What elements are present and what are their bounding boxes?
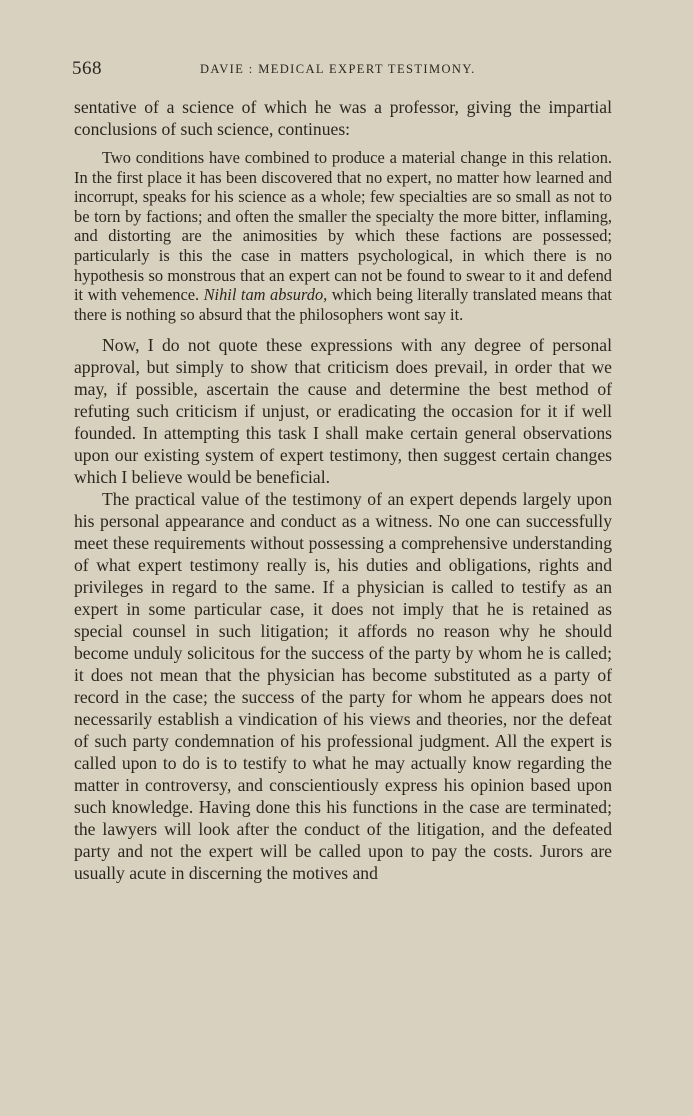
paragraph-now: Now, I do not quote these expressions with any degree of personal approval, but simply to show that criticism does prevail, in order that we may, if possible, ascertain the cause and determine the best method of refuting such criticism if unjust, or eradicating the occasion for it if well founded. In attempting this task I shall make certain general observations upon our existing system of expert testimony, then suggest certain changes which I believe would be beneficial.	[74, 335, 612, 488]
body-text	[74, 96, 612, 884]
page-header	[72, 58, 617, 84]
quote-latin-phrase: Nihil tam absurdo,	[203, 285, 328, 305]
quote-text-after: which being literally translated means that there is nothing so absurd that the philosophers wont say it.	[74, 285, 612, 324]
running-head: DAVIE : MEDICAL EXPERT TESTIMONY.	[200, 62, 476, 76]
page-number: 568	[72, 58, 102, 79]
paragraph-practical: The practical value of the testimony of an expert depends largely upon his personal appearance and conduct as a witness. No one can successfully meet these requirements without possessing a comprehensive understanding of what expert testimony really is, his duties and obligations, rights and privileges in regard to the same. If a physician is called to testify as an expert in some particular case, it does not imply that he is retained as special counsel in such litigation; it affords no reason why he should become unduly solicitous for the success of the party by whom he is called; it does not mean that the physician has become substituted as a party of record in the case; the success of the party for whom he appears does not necessarily establish a vindication of his views and theories, nor the defeat of such party condemnation of his professional judgment. All the expert is called upon to do is to testify to what he may actually know regarding the matter in controversy, and conscientiously express his opinion based upon such knowledge. Having done this his functions in the case are terminated; the lawyers will look after the conduct of the litigation, and the defeated party and not the expert will be called upon to pay the costs. Jurors are usually acute in discerning the motives and	[74, 489, 612, 884]
paragraph-intro: sentative of a science of which he was a professor, giving the impartial conclusions of such science, continues:	[74, 97, 612, 139]
block-quote	[74, 148, 612, 324]
quote-text-before: Two conditions have combined to produce a material change in this relation. In the first place it has been discovered that no expert, no matter how learned and incorrupt, speaks for his science as a whole; few specialties are so small as not to be torn by factions; and often the smaller the specialty the more bitter, inflaming, and distorting are the animosities by which these factions are possessed; particularly is this the case in matters psychological, in which there is no hypothesis so monstrous that an expert can not be found to swear to it and defend it with vehemence.	[74, 148, 612, 305]
